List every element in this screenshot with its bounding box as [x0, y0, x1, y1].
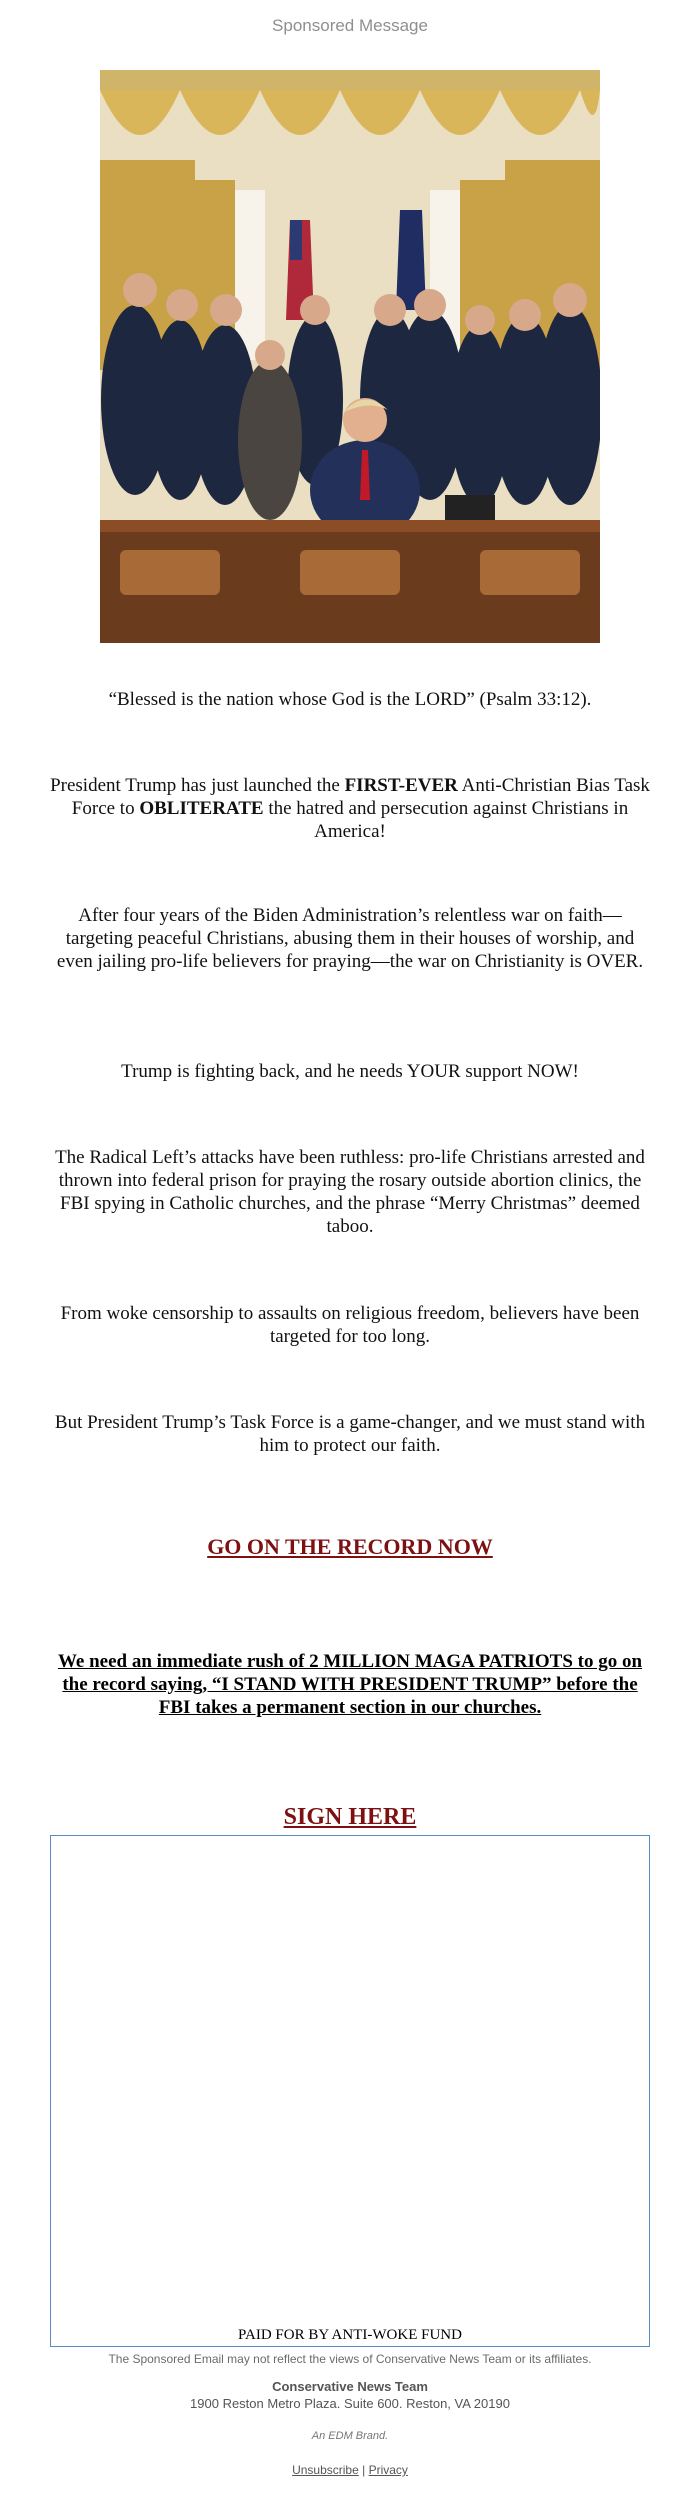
biden-war-paragraph: After four years of the Biden Administration’s relentless war on faith—targeting peaceful Christians, abusing them in their houses of worship, and even jailing pro-life believers for praying—the war on Christianity is OVER.: [56, 905, 644, 972]
scripture-quote: “Blessed is the nation whose God is the LORD” (Psalm 33:12).: [108, 689, 592, 710]
link-separator: |: [362, 2463, 366, 2477]
paid-for-disclaimer: PAID FOR BY ANTI-WOKE FUND: [238, 2327, 462, 2343]
sponsored-disclaimer: The Sponsored Email may not reflect the views of Conservative News Team or its affiliates.: [108, 2352, 592, 2366]
announcement-text-3: the hatred and persecution against Christians in America!: [263, 798, 629, 842]
sign-here-link[interactable]: SIGN HERE: [283, 1804, 417, 1830]
hero-illustration: [100, 70, 600, 643]
announcement-text-1: President Trump has just launched the: [50, 775, 345, 796]
radical-left-paragraph: The Radical Left’s attacks have been ruthless: pro-life Christians arrested and thrown into federal prison for praying the rosary outside abortion clinics, the FBI spying in Catholic churches, and the phrase “Merry Christmas” deemed taboo.: [55, 1147, 645, 1237]
announcement-paragraph: [50, 774, 650, 843]
footer-links: [0, 2463, 700, 2477]
organization-address: 1900 Reston Metro Plaza. Suite 600. Reston, VA 20190: [190, 2396, 510, 2411]
announcement-text-2: Anti-Christian Bias Task Force to: [71, 775, 650, 819]
task-force-paragraph: But President Trump’s Task Force is a game-changer, and we must stand with him to protect our faith.: [54, 1412, 646, 1456]
go-on-record-link[interactable]: GO ON THE RECORD NOW: [207, 1534, 493, 1559]
brand-note: An EDM Brand.: [311, 2430, 389, 2442]
privacy-link[interactable]: Privacy: [368, 2463, 408, 2477]
woke-censorship-paragraph: From woke censorship to assaults on religious freedom, believers have been targeted for too long.: [60, 1303, 640, 1347]
fighting-back-paragraph: Trump is fighting back, and he needs YOUR support NOW!: [121, 1061, 579, 1082]
organization-name: Conservative News Team: [272, 2379, 428, 2394]
first-ever-emphasis: FIRST-EVER: [344, 775, 458, 796]
hero-image[interactable]: [100, 70, 600, 643]
sponsored-label: Sponsored Message: [272, 16, 428, 35]
unsubscribe-link[interactable]: Unsubscribe: [292, 2463, 359, 2477]
signature-frame[interactable]: [50, 1835, 650, 2347]
obliterate-emphasis: OBLITERATE: [139, 798, 264, 819]
patriots-rush-link[interactable]: We need an immediate rush of 2 MILLION MAGA PATRIOTS to go on the record saying, “I STAND WITH PRESIDENT TRUMP” before the FBI takes a permanent section in our churches.: [57, 1651, 643, 1718]
